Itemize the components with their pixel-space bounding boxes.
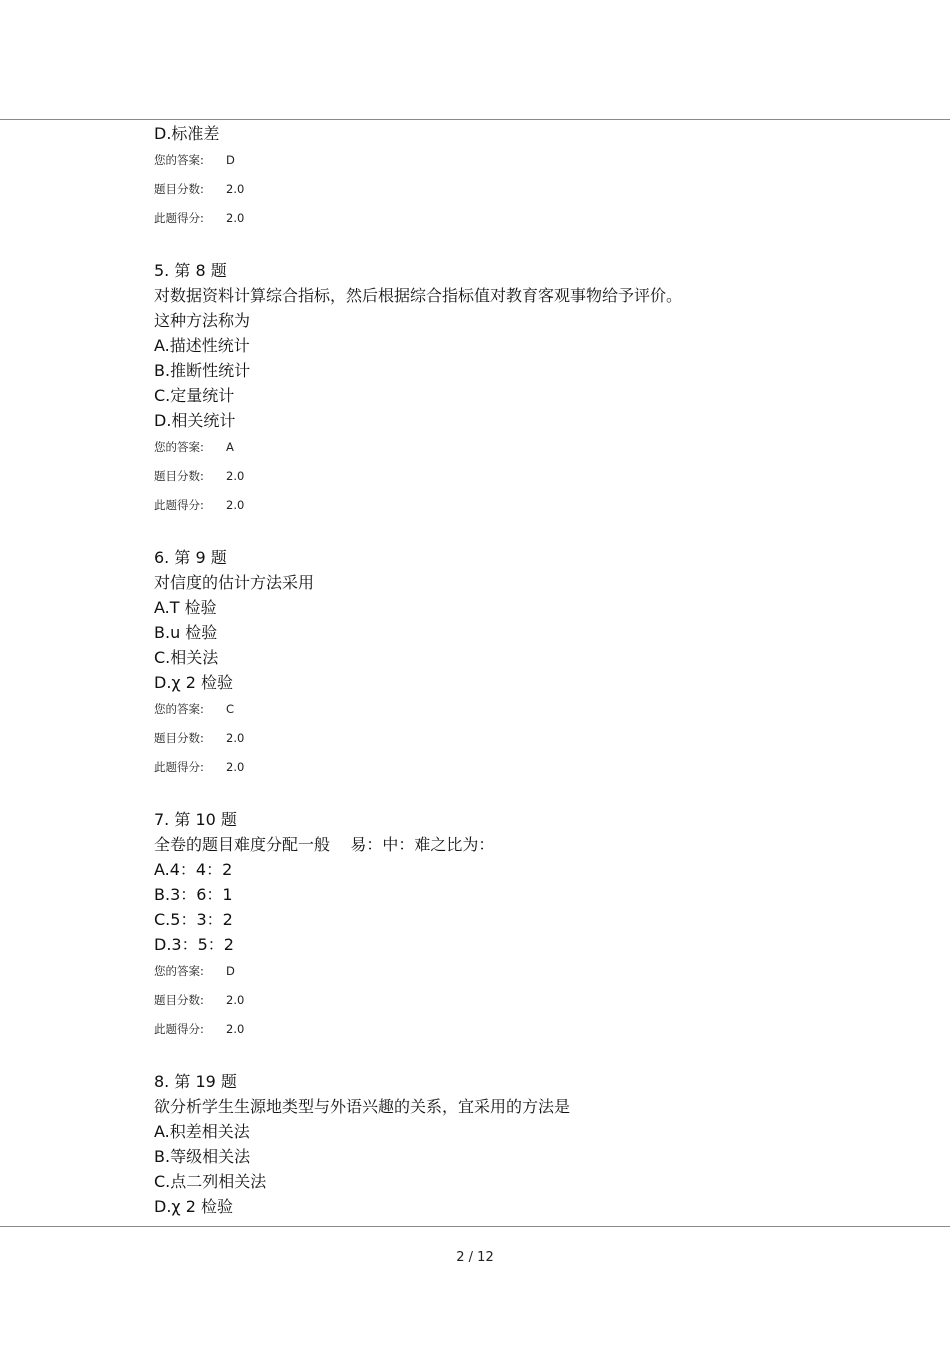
question-text: 对数据资料计算综合指标，然后根据综合指标值对教育客观事物给予评价。 bbox=[154, 286, 683, 305]
question-block bbox=[154, 545, 854, 782]
answer-option: A.T 检验 bbox=[154, 598, 217, 617]
earned-score-row bbox=[154, 491, 854, 520]
question-text: 对信度的估计方法采用 bbox=[154, 573, 315, 592]
earned-score-label: 此题得分: bbox=[154, 498, 204, 512]
question-text: 欲分析学生生源地类型与外语兴趣的关系，宜采用的方法是 bbox=[154, 1097, 571, 1116]
question-text: 这种方法称为 bbox=[154, 311, 251, 330]
answer-option: B.3：6：1 bbox=[154, 885, 233, 904]
your-answer-value: D bbox=[226, 964, 235, 978]
question-heading: 5. 第 8 题 bbox=[154, 261, 227, 280]
question-score-value: 2.0 bbox=[226, 182, 245, 196]
your-answer-label: 您的答案: bbox=[154, 964, 204, 978]
question-score-label: 题目分数: bbox=[154, 993, 204, 1007]
your-answer-row bbox=[154, 695, 854, 724]
answer-option: D.3：5：2 bbox=[154, 935, 234, 954]
question-block bbox=[154, 807, 854, 1044]
earned-score-label: 此题得分: bbox=[154, 211, 204, 225]
your-answer-row bbox=[154, 146, 854, 175]
question-score-row bbox=[154, 724, 854, 753]
header-rule bbox=[0, 119, 950, 120]
question-score-label: 题目分数: bbox=[154, 731, 204, 745]
earned-score-row bbox=[154, 753, 854, 782]
question-score-value: 2.0 bbox=[226, 731, 245, 745]
page-number: 2 / 12 bbox=[456, 1250, 494, 1265]
answer-option: C.点二列相关法 bbox=[154, 1172, 267, 1191]
answer-option: B.推断性统计 bbox=[154, 361, 251, 380]
footer-rule bbox=[0, 1226, 950, 1227]
answer-option: A.4：4：2 bbox=[154, 860, 233, 879]
answer-option: A.描述性统计 bbox=[154, 336, 250, 355]
earned-score-value: 2.0 bbox=[226, 498, 245, 512]
answer-option: D.相关统计 bbox=[154, 411, 236, 430]
your-answer-row bbox=[154, 433, 854, 462]
your-answer-value: D bbox=[226, 153, 235, 167]
earned-score-value: 2.0 bbox=[226, 1022, 245, 1036]
earned-score-label: 此题得分: bbox=[154, 1022, 204, 1036]
question-block bbox=[154, 258, 854, 520]
question-heading: 8. 第 19 题 bbox=[154, 1072, 237, 1091]
answer-option: B.等级相关法 bbox=[154, 1147, 251, 1166]
answer-option: A.积差相关法 bbox=[154, 1122, 250, 1141]
question-score-value: 2.0 bbox=[226, 469, 245, 483]
question-score-row bbox=[154, 986, 854, 1015]
earned-score-value: 2.0 bbox=[226, 211, 245, 225]
answer-option: D.标准差 bbox=[154, 124, 220, 143]
your-answer-label: 您的答案: bbox=[154, 153, 204, 167]
question-text: 全卷的题目难度分配一般 易：中：难之比为： bbox=[154, 835, 495, 854]
question-score-label: 题目分数: bbox=[154, 182, 204, 196]
page-content bbox=[154, 121, 854, 1219]
answer-option: C.相关法 bbox=[154, 648, 219, 667]
question-score-label: 题目分数: bbox=[154, 469, 204, 483]
question-heading: 6. 第 9 题 bbox=[154, 548, 227, 567]
answer-option: C.定量统计 bbox=[154, 386, 235, 405]
your-answer-value: C bbox=[226, 702, 235, 716]
answer-option: B.u 检验 bbox=[154, 623, 218, 642]
earned-score-row bbox=[154, 1015, 854, 1044]
answer-option: D.χ 2 检验 bbox=[154, 673, 234, 692]
your-answer-value: A bbox=[226, 440, 234, 454]
your-answer-label: 您的答案: bbox=[154, 702, 204, 716]
question-block bbox=[154, 1069, 854, 1219]
question-score-value: 2.0 bbox=[226, 993, 245, 1007]
question-score-row bbox=[154, 462, 854, 491]
answer-option: C.5：3：2 bbox=[154, 910, 233, 929]
earned-score-row bbox=[154, 204, 854, 233]
question-score-row bbox=[154, 175, 854, 204]
answer-option: D.χ 2 检验 bbox=[154, 1197, 234, 1216]
earned-score-value: 2.0 bbox=[226, 760, 245, 774]
your-answer-row bbox=[154, 957, 854, 986]
question-heading: 7. 第 10 题 bbox=[154, 810, 237, 829]
your-answer-label: 您的答案: bbox=[154, 440, 204, 454]
carryover-block bbox=[154, 121, 854, 233]
earned-score-label: 此题得分: bbox=[154, 760, 204, 774]
